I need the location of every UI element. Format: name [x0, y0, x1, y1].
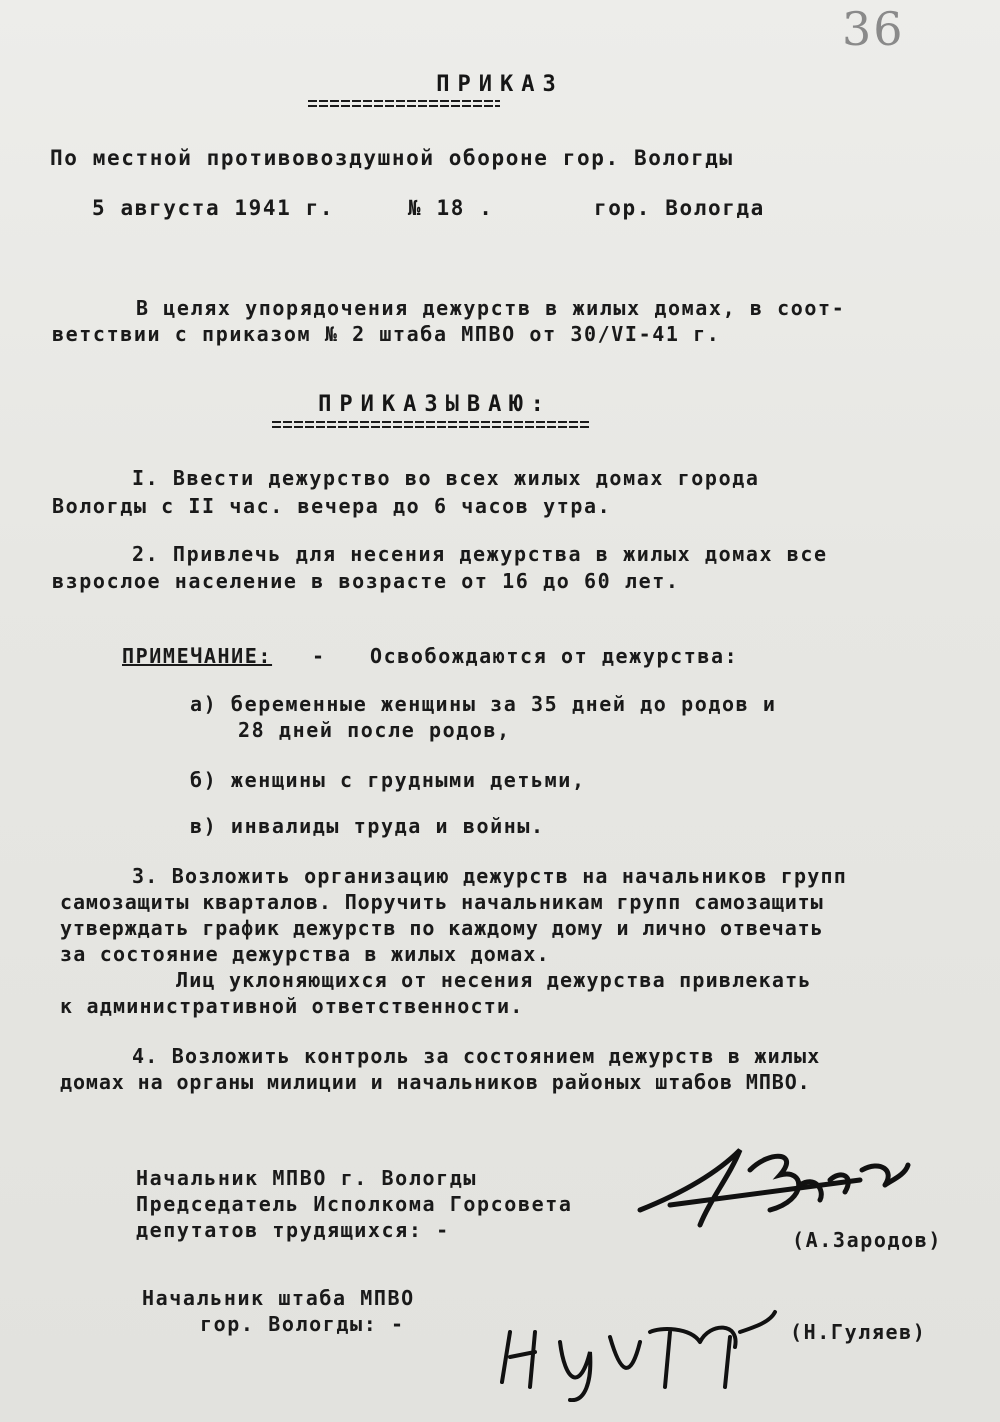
signer2-name: (Н.Гуляев): [790, 1320, 927, 1344]
document-title: ПРИКАЗ: [436, 72, 564, 97]
note-a-line-2: 28 дней после родов,: [238, 718, 511, 742]
document-subtitle: По местной противовоздушной обороне гор. Вологды: [50, 146, 734, 170]
signer1-name: (А.Зародов): [792, 1228, 943, 1252]
signer1-line-2: Председатель Исполкома Горсовета: [136, 1192, 573, 1216]
signer2-line-1: Начальник штаба МПВО: [142, 1286, 415, 1310]
item1-line-1: I. Ввести дежурство во всех жилых домах города: [132, 466, 760, 490]
signer2-line-2: гор. Вологды: -: [200, 1312, 405, 1336]
title-underline: [308, 100, 500, 107]
item2-line-2: взрослое население в возрасте от 16 до 60 лет.: [52, 569, 680, 593]
item3-line-3: утверждать график дежурств по каждому дому и лично отвечать: [60, 916, 824, 940]
order-heading: ПРИКАЗЫВАЮ:: [318, 392, 552, 417]
document-date: 5 августа 1941 г.: [92, 196, 335, 220]
item2-line-1: 2. Привлечь для несения дежурства в жилых домах все: [132, 542, 828, 566]
note-b: б) женщины с грудными детьми,: [190, 768, 586, 792]
item3-line-1: 3. Возложить организацию дежурств на начальников групп: [132, 864, 848, 888]
signature-gulyaev: [490, 1292, 790, 1402]
note-label: ПРИМЕЧАНИЕ:: [122, 644, 273, 668]
document-number: № 18 .: [408, 196, 494, 220]
item3-line-4: за состояние дежурства в жилых домах.: [60, 942, 550, 966]
archive-page-number: 36: [842, 2, 905, 56]
document-place: гор. Вологда: [594, 196, 765, 220]
item4-line-1: 4. Возложить контроль за состоянием дежурств в жилых: [132, 1044, 821, 1068]
note-a-line-1: а) беременные женщины за 35 дней до родов и: [190, 692, 777, 716]
preamble-line-1: В целях упорядочения дежурств в жилых домах, в соот-: [136, 296, 846, 320]
note-dash: -: [312, 644, 326, 668]
note-c: в) инвалиды труда и войны.: [190, 814, 545, 838]
signature-zarodov: [630, 1130, 930, 1240]
item3-extra-line-2: к административной ответственности.: [60, 994, 524, 1018]
item4-line-2: домах на органы милиции и начальников районых штабов МПВО.: [60, 1070, 811, 1094]
item1-line-2: Вологды с II час. вечера до 6 часов утра.: [52, 494, 612, 518]
order-heading-underline: [272, 421, 590, 428]
item3-line-2: самозащиты кварталов. Поручить начальникам групп самозащиты: [60, 890, 824, 914]
signer1-line-1: Начальник МПВО г. Вологды: [136, 1166, 478, 1190]
preamble-line-2: ветствии с приказом № 2 штаба МПВО от 30/VI-41 г.: [52, 322, 721, 346]
item3-extra-line-1: Лиц уклоняющихся от несения дежурства привлекать: [176, 968, 812, 992]
note-text: Освобождаются от дежурства:: [370, 644, 739, 668]
signer1-line-3: депутатов трудящихся: -: [136, 1218, 450, 1242]
